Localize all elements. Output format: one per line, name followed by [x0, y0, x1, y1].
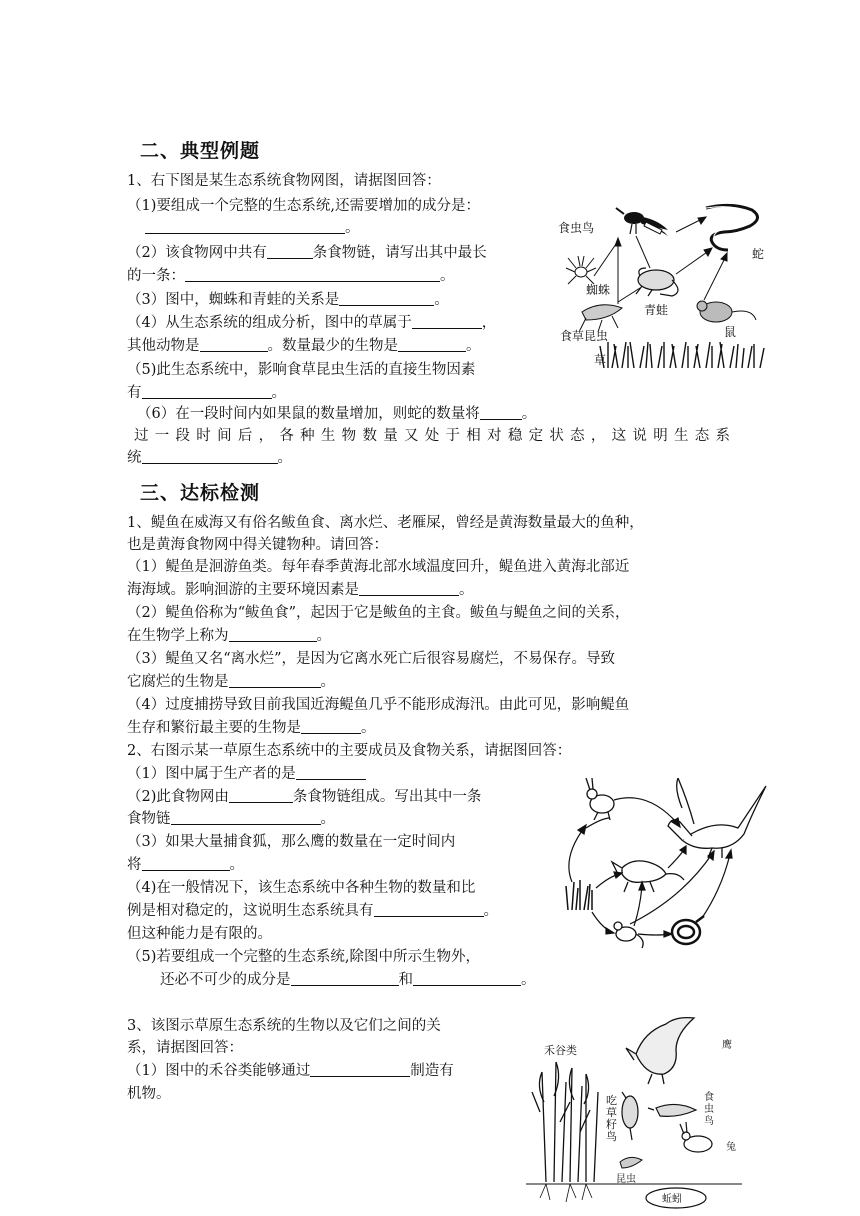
s3-q2-part4-line2: 例是相对稳定的，这说明生态系统具有 。	[127, 903, 498, 919]
q1-part1-text: （1)要组成一个完整的生态系统,还需要增加的成分是：	[127, 198, 480, 214]
answer-blank[interactable]	[142, 449, 278, 464]
answer-blank[interactable]	[142, 856, 230, 871]
q1-stem: 1、右下图是某生态系统食物网图，请据图回答：	[127, 173, 441, 189]
answer-blank[interactable]	[398, 337, 466, 352]
label-grass: 草	[594, 353, 607, 367]
label-insect-bird-2: 虫	[704, 1104, 714, 1115]
label-insect-bird-1: 食	[704, 1092, 714, 1103]
label-insect-bird-3: 鸟	[704, 1116, 714, 1127]
answer-blank[interactable]	[229, 788, 293, 803]
s3-q1-line8: 它腐烂的生物是 。	[127, 674, 335, 690]
label-mouse: 鼠	[724, 325, 737, 339]
q1-part6-line2: 过一段时间后，各种生物数量又处于相对稳定状态，这说明生态系	[134, 428, 730, 444]
s3-q1-line2: 也是黄海食物网中得关键物种。请回答：	[127, 537, 388, 553]
insect-bird-drawing	[616, 208, 668, 236]
label-insect-bird: 食虫鸟	[558, 221, 595, 235]
s3-q2-part2-line1: （2)此食物网由 条食物链组成。写出其中一条	[127, 789, 482, 805]
section-title-examples: 二、典型例题	[140, 140, 261, 162]
label-seed-bird-2: 草	[606, 1106, 617, 1119]
s3-q2-part2-line2: 食物链 。	[127, 811, 335, 827]
s3-q2-part5-line2: 还必不可少的成分是 和 。	[160, 972, 536, 988]
section-title-assessment: 三、达标检测	[140, 482, 261, 504]
label-snake: 蛇	[752, 247, 765, 261]
answer-blank[interactable]	[374, 902, 484, 917]
answer-blank[interactable]	[229, 673, 321, 688]
answer-blank[interactable]	[301, 719, 361, 734]
answer-blank[interactable]	[339, 291, 434, 306]
answer-blank[interactable]	[142, 384, 272, 399]
s3-q1-line9: （4）过度捕捞导致目前我国近海鳀鱼几乎不能形成海汛。由此可见，影响鳀鱼	[127, 697, 630, 713]
answer-blank[interactable]	[412, 314, 482, 329]
insect-drawing	[620, 1157, 642, 1168]
s3-q1-line1: 1、鳀鱼在威海又有俗名鲅鱼食、离水烂、老雁屎，曾经是黄海数量最大的鱼种，	[127, 515, 644, 531]
snake-drawing	[706, 205, 758, 250]
s3-q2-part5-line1: （5)若要组成一个完整的生态系统,除图中所示生物外，	[127, 949, 480, 965]
label-seed-bird-3: 籽	[606, 1118, 617, 1131]
answer-blank[interactable]	[291, 971, 399, 986]
answer-blank[interactable]	[267, 244, 313, 259]
s3-q1-line5: （2）鳀鱼俗称为“鲅鱼食”，起因于它是鲅鱼的主食。鲅鱼与鳀鱼之间的关系，	[127, 605, 630, 621]
s3-q1-line3: （1）鳀鱼是洄游鱼类。每年春季黄海北部水域温度回升，鳀鱼进入黄海北部近	[127, 559, 630, 575]
roots-drawing	[540, 1184, 592, 1202]
q1-part3: （3）图中，蜘蛛和青蛙的关系是 。	[127, 292, 449, 308]
label-rabbit: 兔	[726, 1142, 736, 1153]
rabbit-drawing	[586, 778, 614, 820]
grass-drawing	[566, 880, 592, 910]
q1-part1-answer: 。	[145, 218, 360, 238]
s3-q1-line6: 在生物学上称为 。	[127, 628, 331, 644]
label-herbivorous-insect: 食草昆虫	[560, 329, 609, 343]
grass-drawing	[600, 342, 764, 368]
insect-bird-drawing	[648, 1104, 696, 1116]
s3-q2-part3-line1: （3）如果大量捕食狐，那么鹰的数量在一定时间内	[127, 834, 456, 850]
q1-part2-line2: 的一条： 。	[127, 268, 455, 284]
q1-part5-line2: 有 。	[127, 385, 286, 401]
answer-blank[interactable]	[480, 405, 522, 420]
s3-q3-line2: 系，请据图回答：	[127, 1040, 243, 1056]
q1-part2-line1: （2）该食物网中共有 条食物链，请写出其中最长	[127, 245, 487, 261]
label-earthworm: 蚯蚓	[662, 1194, 682, 1205]
q1-part4-line1: （4）从生态系统的组成分析，图中的草属于 ，	[127, 315, 497, 331]
mouse-drawing	[697, 301, 756, 322]
s3-q2-part4-line1: （4)在一般情况下，该生态系统中各种生物的数量和比	[127, 880, 476, 896]
label-eagle: 鹰	[722, 1040, 732, 1051]
s3-q3-line1: 3、该图示草原生态系统的生物以及它们之间的关	[127, 1018, 441, 1034]
label-grain: 禾谷类	[544, 1044, 577, 1057]
q1-part4-line2: 其他动物是 。数量最少的生物是 。	[127, 338, 481, 354]
s3-q1-line7: （3）鳀鱼又名“离水烂”，是因为它离水死亡后很容易腐烂，不易保存。导致	[127, 651, 616, 667]
s3-q2-stem: 2、右图示某一草原生态系统中的主要成员及食物关系，请据图回答：	[127, 743, 572, 759]
s3-q2-part3-line2: 将 。	[127, 857, 244, 873]
answer-blank[interactable]	[185, 267, 440, 282]
grassland-food-web-figure	[562, 778, 772, 956]
answer-blank[interactable]	[171, 810, 321, 825]
label-seed-bird-4: 鸟	[606, 1130, 617, 1143]
s3-q1-line10: 生存和繁衍最主要的生物是 。	[127, 720, 376, 736]
s3-q3-line3: （1）图中的禾谷类能够通过 制造有	[127, 1063, 454, 1079]
spider-drawing	[566, 256, 596, 284]
seed-eating-bird-drawing	[622, 1092, 638, 1140]
q1-part5-line1: （5)此生态系统中，影响食草昆虫生活的直接生物因素	[127, 362, 476, 378]
label-spider: 蜘蛛	[586, 283, 611, 297]
label-seed-bird-1: 吃	[606, 1094, 617, 1107]
grain-plants-drawing	[532, 1062, 598, 1182]
food-web-figure-1	[556, 196, 772, 372]
s3-q1-line4: 海海域。影响洄游的主要环境因素是 。	[127, 582, 474, 598]
answer-blank[interactable]	[200, 337, 268, 352]
snake-drawing	[672, 916, 704, 944]
answer-blank[interactable]	[413, 971, 521, 986]
answer-blank[interactable]	[229, 627, 317, 642]
answer-blank[interactable]	[359, 581, 459, 596]
grasshopper-drawing	[580, 305, 622, 332]
answer-blank[interactable]	[145, 219, 345, 234]
label-insect: 昆虫	[616, 1174, 636, 1185]
s3-q2-part4-line3: 但这种能力是有限的。	[127, 926, 272, 942]
frog-drawing	[636, 268, 678, 296]
q1-part6-line3: 统 。	[127, 450, 292, 466]
fox-drawing	[612, 861, 684, 892]
s3-q3-line4: 机物。	[127, 1086, 171, 1102]
mouse-drawing	[614, 922, 643, 948]
eagle-drawing	[668, 778, 766, 858]
s3-q2-part1: （1）图中属于生产者的是	[127, 764, 366, 784]
q1-part6-line1: （6）在一段时间内如果鼠的数量增加，则蛇的数量将 。	[137, 406, 537, 422]
answer-blank[interactable]	[296, 765, 366, 780]
grassland-organisms-figure	[526, 1012, 748, 1212]
eagle-drawing	[626, 1018, 694, 1084]
label-frog: 青蛙	[644, 303, 669, 317]
answer-blank[interactable]	[310, 1062, 410, 1077]
